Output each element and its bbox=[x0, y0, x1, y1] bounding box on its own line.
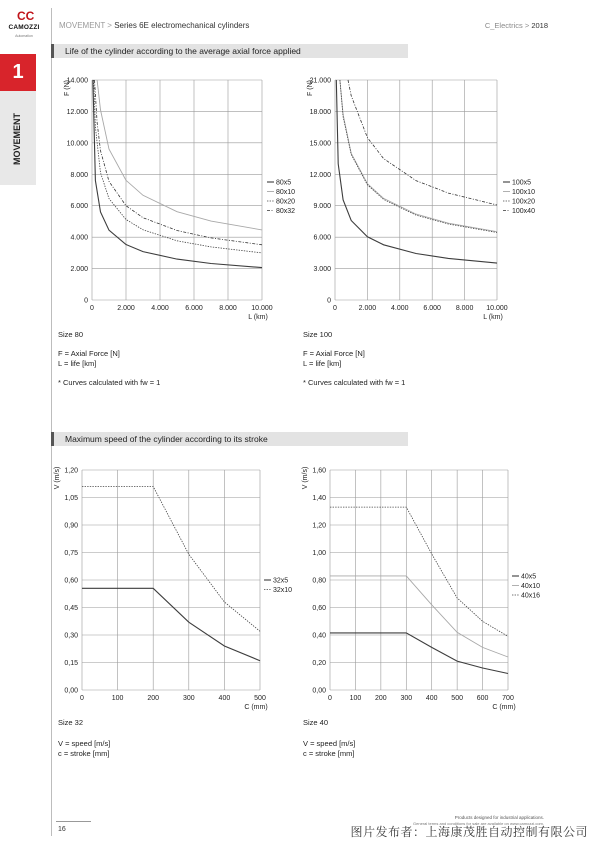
x-tick-label: 400 bbox=[218, 695, 231, 702]
y-tick-label: 0,00 bbox=[312, 687, 326, 695]
legend-label: 40x5 bbox=[521, 573, 537, 581]
section-marker bbox=[51, 44, 54, 58]
y-axis-label: F (N) bbox=[307, 80, 314, 96]
y-tick-label: 0,40 bbox=[312, 632, 326, 640]
breadcrumb-section: MOVEMENT bbox=[59, 21, 106, 30]
y-tick-label: 18.000 bbox=[309, 108, 331, 116]
y-tick-label: 1,00 bbox=[312, 550, 326, 557]
caption-size-100: Size 100 bbox=[303, 330, 333, 339]
x-tick-label: 500 bbox=[254, 695, 266, 702]
series-line-40x16 bbox=[330, 507, 508, 636]
breadcrumb bbox=[59, 21, 249, 30]
caption-curves-note: * Curves calculated with fw = 1 bbox=[303, 378, 406, 387]
y-tick-label: 1,40 bbox=[312, 495, 326, 502]
x-tick-label: 10.000 bbox=[486, 305, 508, 312]
legend-label: 80x10 bbox=[276, 189, 296, 196]
catalog-name: C_Electrics bbox=[484, 21, 523, 30]
series-line-40x10 bbox=[330, 576, 508, 657]
catalog-separator: > bbox=[522, 21, 532, 30]
x-tick-label: 400 bbox=[425, 695, 438, 702]
legend-label: 80x20 bbox=[276, 198, 296, 206]
caption-force-legend-1: F = Axial Force [N] bbox=[58, 349, 120, 358]
breadcrumb-current: Series 6E electromechanical cylinders bbox=[114, 21, 250, 30]
y-tick-label: 0,45 bbox=[64, 605, 78, 612]
x-tick-label: 6.000 bbox=[185, 305, 203, 312]
y-tick-label: 0 bbox=[84, 297, 88, 305]
y-tick-label: 0,60 bbox=[64, 577, 78, 585]
y-tick-label: 4.000 bbox=[70, 234, 88, 242]
x-tick-label: 10.000 bbox=[251, 305, 273, 312]
x-tick-label: 0 bbox=[90, 305, 94, 312]
section-title-speed bbox=[51, 432, 408, 446]
x-tick-label: 200 bbox=[375, 695, 387, 702]
y-tick-label: 0,90 bbox=[64, 522, 78, 530]
series-line-100x10 bbox=[340, 80, 497, 232]
legend-label: 80x5 bbox=[276, 179, 292, 187]
footer-note: Products designed for industrial applications. bbox=[454, 815, 544, 820]
chapter-label bbox=[4, 104, 30, 180]
y-tick-label: 2.000 bbox=[70, 266, 88, 274]
y-tick-label: 1,20 bbox=[64, 467, 78, 475]
caption-force-legend-2: L = life [km] bbox=[58, 359, 97, 368]
y-tick-label: 0,60 bbox=[312, 605, 326, 612]
y-tick-label: 8.000 bbox=[70, 171, 88, 179]
y-axis-label: V (m/s) bbox=[302, 466, 309, 490]
y-tick-label: 9.000 bbox=[313, 203, 331, 211]
x-tick-label: 300 bbox=[400, 695, 413, 702]
y-tick-label: 1,20 bbox=[312, 522, 326, 530]
caption-speed-legend-1: V = speed [m/s] bbox=[58, 739, 111, 748]
footer-terms: General terms and conditions for sale are available on www.camozzi.com. bbox=[413, 821, 544, 826]
footer-rule bbox=[56, 821, 91, 822]
x-tick-label: 2.000 bbox=[117, 305, 135, 312]
caption-size-80: Size 80 bbox=[58, 330, 84, 339]
chart-life-size-100 bbox=[300, 70, 550, 332]
y-tick-label: 0,75 bbox=[64, 550, 78, 557]
x-tick-label: 100 bbox=[111, 695, 124, 702]
y-tick-label: 6.000 bbox=[313, 234, 331, 242]
legend-label: 32x10 bbox=[273, 587, 293, 594]
logo-mark: CC bbox=[17, 9, 35, 23]
publisher-watermark: 图片发布者：上海康茂胜自动控制有限公司 bbox=[350, 825, 588, 839]
legend-label: 100x10 bbox=[512, 189, 535, 196]
y-tick-label: 0,00 bbox=[64, 687, 78, 695]
x-tick-label: 0 bbox=[333, 305, 337, 312]
caption-curves-note: * Curves calculated with fw = 1 bbox=[58, 378, 161, 387]
series-line-40x5 bbox=[330, 633, 508, 674]
caption-force-legend-2: L = life [km] bbox=[303, 359, 342, 368]
catalog-year: 2018 bbox=[531, 21, 548, 30]
caption-speed-legend-2: c = stroke [mm] bbox=[58, 749, 110, 758]
y-tick-label: 0 bbox=[327, 297, 331, 305]
series-line-80x10 bbox=[97, 80, 262, 230]
legend-label: 40x16 bbox=[521, 592, 541, 600]
y-tick-label: 1,05 bbox=[64, 495, 78, 502]
legend-label: 32x5 bbox=[273, 577, 289, 585]
y-axis-label: F (N) bbox=[64, 80, 71, 96]
chart-life-size-80 bbox=[60, 70, 305, 332]
x-tick-label: 600 bbox=[476, 695, 489, 702]
x-tick-label: 8.000 bbox=[219, 305, 237, 312]
x-tick-label: 700 bbox=[502, 695, 514, 702]
x-axis-label: L (km) bbox=[248, 314, 268, 321]
x-axis-label: L (km) bbox=[483, 314, 503, 321]
series-line-32x10 bbox=[82, 487, 260, 632]
y-tick-label: 12.000 bbox=[309, 171, 331, 179]
y-tick-label: 3.000 bbox=[313, 266, 331, 274]
x-tick-label: 6.000 bbox=[423, 305, 441, 312]
breadcrumb-separator: > bbox=[105, 21, 115, 30]
caption-size-32: Size 32 bbox=[58, 718, 84, 727]
y-tick-label: 1,60 bbox=[312, 467, 326, 475]
x-tick-label: 200 bbox=[147, 695, 160, 702]
section-marker bbox=[51, 432, 54, 446]
section-title-life bbox=[51, 44, 408, 58]
y-tick-label: 12.000 bbox=[66, 108, 88, 116]
chapter-number: 1 bbox=[0, 54, 36, 91]
x-tick-label: 300 bbox=[182, 695, 195, 702]
legend-label: 100x5 bbox=[512, 179, 532, 187]
series-line-80x5 bbox=[93, 80, 262, 268]
y-tick-label: 0,15 bbox=[64, 660, 78, 667]
camozzi-logo bbox=[6, 10, 42, 44]
y-tick-label: 15.000 bbox=[309, 140, 331, 148]
x-tick-label: 4.000 bbox=[151, 305, 169, 312]
section-title-life-text: Life of the cylinder according to the average axial force applied bbox=[65, 46, 301, 56]
section-title-speed-text: Maximum speed of the cylinder according to its stroke bbox=[65, 434, 268, 444]
logo-name: CAMOZZI bbox=[8, 24, 40, 31]
legend-label: 100x40 bbox=[512, 208, 535, 215]
y-axis-label: V (m/s) bbox=[54, 466, 61, 490]
legend-label: 40x10 bbox=[521, 583, 541, 590]
x-tick-label: 500 bbox=[451, 695, 463, 702]
y-tick-label: 10.000 bbox=[66, 140, 88, 148]
series-line-80x32 bbox=[95, 80, 263, 245]
series-line-100x20 bbox=[340, 80, 497, 233]
caption-force-legend-1: F = Axial Force [N] bbox=[303, 349, 365, 358]
y-tick-label: 0,20 bbox=[312, 660, 326, 667]
chart-speed-size-32 bbox=[52, 460, 302, 718]
y-tick-label: 0,80 bbox=[312, 577, 326, 585]
x-tick-label: 4.000 bbox=[391, 305, 409, 312]
y-tick-label: 21.000 bbox=[309, 77, 331, 85]
caption-size-40: Size 40 bbox=[303, 718, 329, 727]
x-tick-label: 0 bbox=[328, 695, 332, 702]
y-tick-label: 14.000 bbox=[66, 77, 88, 85]
chapter-label-text: MOVEMENT bbox=[12, 113, 22, 166]
y-tick-label: 6.000 bbox=[70, 203, 88, 211]
catalog-reference bbox=[485, 21, 548, 30]
x-tick-label: 0 bbox=[80, 695, 84, 702]
page-number: 16 bbox=[58, 826, 66, 833]
legend-label: 100x20 bbox=[512, 198, 535, 206]
x-tick-label: 2.000 bbox=[358, 305, 377, 312]
series-line-32x5 bbox=[82, 588, 260, 660]
chart-speed-size-40 bbox=[300, 460, 550, 718]
x-axis-label: C (mm) bbox=[492, 704, 516, 711]
x-axis-label: C (mm) bbox=[244, 704, 268, 711]
caption-speed-legend-2: c = stroke [mm] bbox=[303, 749, 355, 758]
logo-tagline: Automation bbox=[15, 34, 33, 38]
caption-speed-legend-1: V = speed [m/s] bbox=[303, 739, 356, 748]
legend-label: 80x32 bbox=[276, 208, 296, 215]
x-tick-label: 100 bbox=[349, 695, 362, 702]
y-tick-label: 0,30 bbox=[64, 632, 78, 640]
x-tick-label: 8.000 bbox=[455, 305, 474, 312]
